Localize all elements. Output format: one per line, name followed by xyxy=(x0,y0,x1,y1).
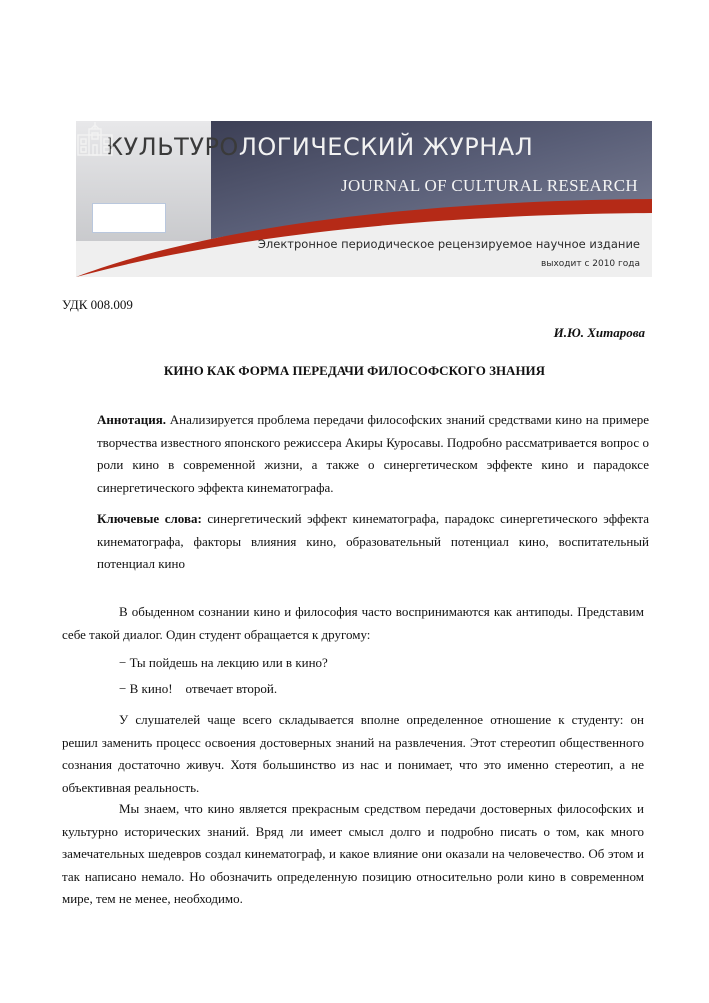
journal-title-part1: КУЛЬТУРО xyxy=(106,133,239,161)
keywords-text: синергетический эффект кинематографа, парадокс синергетического эффекта кинематографа, факторы влияния кино, образовательный потенциал кино, воспитательный потенциал кино xyxy=(97,511,649,571)
journal-banner xyxy=(76,121,652,277)
article-title: КИНО КАК ФОРМА ПЕРЕДАЧИ ФИЛОСОФСКОГО ЗНАНИЯ xyxy=(163,363,546,378)
journal-tagline: Электронное периодическое рецензируемое научное издание xyxy=(257,237,640,251)
abstract-text: Анализируется проблема передачи философских знаний средствами кино на примере творчества известного японского режиссера Акиры Куросавы. Подробно рассматривается вопрос о роли кино в современной жизни, а также о синергетическом эффекте кино и парадоксе синергетического эффекта кинематографа. xyxy=(97,412,649,495)
udk-code: УДК 008.009 xyxy=(62,297,133,312)
keywords xyxy=(97,508,649,576)
abstract-label: Аннотация. xyxy=(97,412,167,427)
blank-box xyxy=(92,203,166,233)
body-paragraph: У слушателей чаще всего складывается вполне определенное отношение к студенту: он решил заменить процесс освоения достоверных знаний на развлечения. Этот стереотип общественного сознания достаточно живуч. Хотя большинство из нас и понимает, что это именно стереотип, а не объективная реальность. xyxy=(62,712,644,795)
article-author: И.Ю. Хитарова xyxy=(553,325,645,340)
journal-title-part2: ЛОГИЧЕСКИЙ ЖУРНАЛ xyxy=(238,133,534,161)
journal-title xyxy=(106,133,533,161)
journal-since: выходит с 2010 года xyxy=(541,259,640,269)
dialog-line: − Ты пойдешь на лекцию или в кино? xyxy=(119,655,328,670)
body-paragraph: В обыденном сознании кино и философия часто воспринимаются как антиподы. Представим себе такой диалог. Один студент обращается к другому: xyxy=(62,604,644,642)
body-paragraph: Мы знаем, что кино является прекрасным средством передачи достоверных философских и культурно исторических знаний. Вряд ли имеет смысл долго и подробно писать о том, как много замечательных шедевров создал кинематограф, и какое влияние они оказали на человечество. Об этом и так написано немало. Но обозначить определенную позицию относительно роли кино в современном мире, тем не менее, необходимо. xyxy=(62,801,644,906)
building-icon xyxy=(76,121,114,157)
abstract xyxy=(97,409,649,499)
journal-subtitle: JOURNAL OF CULTURAL RESEARCH xyxy=(341,176,638,195)
dialog-line: − В кино! отвечает второй. xyxy=(119,681,278,696)
keywords-label: Ключевые слова: xyxy=(97,511,202,526)
